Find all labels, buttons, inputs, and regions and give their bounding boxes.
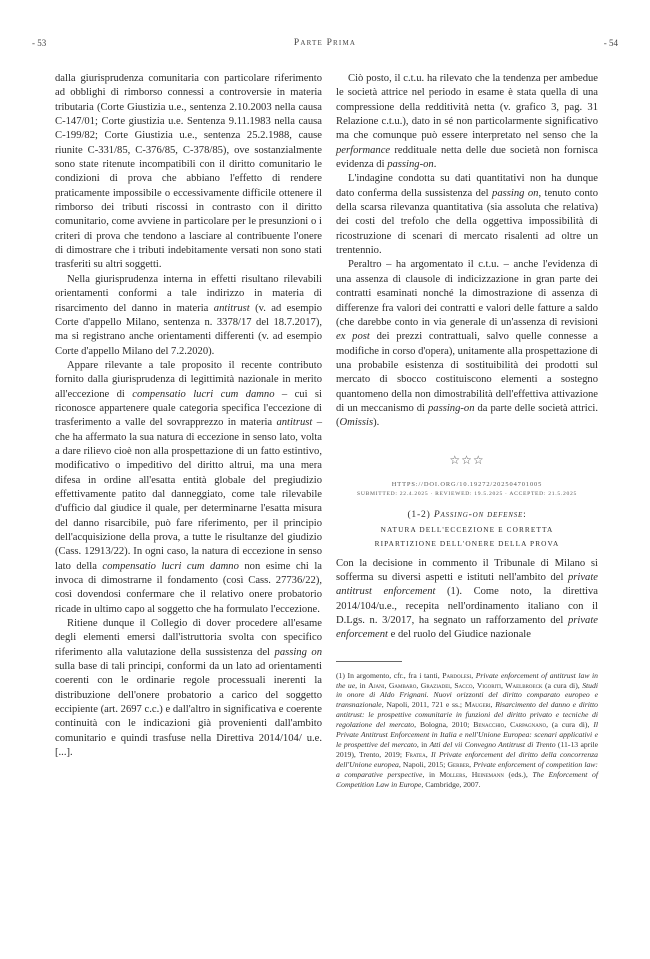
- footnote-1: (1) In argomento, cfr., fra i tanti, Pardolesi, Private enforcement of antitrust law in the ue, in Ajani, Gambaro, Graziadei, Sacco, Vigoriti, Waelbroeck (a cura di), Studi in onore di Aldo Frignani. Nuovi orizzonti del diritto comparato europeo e transnazionale, Napoli, 2011, 721 e ss.; Maugeri, Risarcimento del danno e diritto antitrust: le prospettive comunitarie in funzioni del diritto privato e tecniche di regolazione del mercato, Bologna, 2010; Benacchio, Carpagnano, (a cura di), Il Private Antitrust Enforcement in Italia e nell'Unione Europea: scenari applicativi e le prospettive del mercato, in Atti del vii Convegno Antitrust di Trento (11-13 aprile 2019), Trento, 2019; Fratea, Il Private enforcement del diritto della concorrenza dell'Unione europea, Napoli, 2015; Gerber, Private enforcement of competition law: a comparative perspective, in Mollers, Heinemann (eds.), The Enforcement of Competition Law in Europe, Cambridge, 2007.: [336, 670, 599, 789]
- left-paragraph-3: Appare rilevante a tale proposito il recente contributo fornito dalla giurisprudenza di legittimità nazionale in merito all'eccezione di compensatio lucri cum damno – cui si riconosce appartenere quale categoria specifica l'eccezione di trasferimento a valle del sovrapprezzo in materia antitrust – che ha affermato la sua natura di eccezione in senso lato, volta a dare rilievo cioè non alla prospettazione di un fatto estintivo, modificativo o impeditivo del diritto altrui, ma una mera difesa in ordine all'esatta entità globale del pregiudizio effettivamente patito dal danneggiato, come tale rilevabile d'ufficio dal giudice il quale, per determinarne l'esatta misura del danno risarcibile, può fare riferimento, per il principio dell'acquisizione della prova, a tutte le risultanze del giudizio (Cass. 12913/22). In ogni caso, la natura di eccezione in senso lato della compensatio lucri cum damno non esime chi la invoca di dimostrarne il fondamento (così Cass. 27736/22), così dovendosi confermare che il relativo onere probatorio ricade in ultimo capo al soggetto che ha formulato l'eccezione.: [55, 359, 322, 615]
- section-subtitle-line-1: NATURA DELL'ECCEZIONE E CORRETTA: [380, 524, 554, 534]
- section-subtitle: [336, 523, 598, 551]
- section-subtitle-line-2: RIPARTIZIONE DELL'ONERE DELLA PROVA: [374, 538, 560, 548]
- doi-link[interactable]: HTTPS://DOI.ORG/10.19272/202504701005: [391, 480, 543, 488]
- left-column: [55, 72, 322, 761]
- section-ornament-stars: ☆☆☆: [449, 452, 485, 467]
- right-paragraph-1: Ciò posto, il c.t.u. ha rilevato che la tendenza per ambedue le società attrice nel periodo in esame è stata quella di una compressione della redditività netta (v. grafico 3, pag. 31 Relazione c.t.u.), dato in sé non particolarmente significativo ma che comunque può essere interpretato nel senso che la performance reddituale netta delle due società non fornisca evidenza di passing-on.: [336, 73, 598, 171]
- running-header: [32, 38, 618, 52]
- footnote-separator: [336, 661, 402, 662]
- left-paragraph-2: Nella giurisprudenza interna in effetti risultano rilevabili orientamenti conformi a tale indirizzo in materia di risarcimento del danno in materia antitrust (v. ad esempio Corte d'appello Milano, sentenza n. 3378/17 del 18.7.2017), ma si registrano anche orientamenti differenti (v. ad esempio Corte d'appello Milano del 7.2.2020).: [55, 273, 322, 357]
- left-paragraph-4: Ritiene dunque il Collegio di dover procedere all'esame degli elementi emersi dall'istruttoria svolta con specifico riferimento alla valutazione della sussistenza del passing on sulla base di tali principi, conformi da un lato ad orientamenti coerenti con le ordinarie regole processuali inerenti la distribuzione dell'onere probatorio a carico del soggetto eccipiente (art. 2697 c.c.) e dall'altro in significativa e coerente continuità con le indicazioni già provenienti dall'ambito comunitario e quindi trasfuse nella Direttiva 2014/104/ u.e. [...].: [55, 618, 323, 759]
- right-paragraph-4: Con la decisione in commento il Tribunale di Milano si sofferma su diversi aspetti e istituti nell'ambito del private antitrust enforcement (1). Come noto, la direttiva 2014/104/u.e., recepita nell'ordinamento italiano con il D.Lgs. n. 3/2017, ha segnato un rafforzamento del private enforcement e del ruolo del Giudice nazionale: [336, 557, 598, 641]
- section-title: (1-2) Passing-on defense:: [407, 508, 527, 520]
- right-column: [336, 72, 598, 790]
- right-paragraph-3: Peraltro – ha argomentato il c.t.u. – anche l'evidenza di una assenza di clausole di indicizzazione in gran parte dei contratti esaminati nonché la dimostrazione di assenza di differenze fra valori dei contratti e valori delle fatture a saldo (che darebbe conto in via generale di un'assenza di revisioni ex post dei prezzi contrattuali, salvo quelle connesse a modifiche in corso d'opera), unitamente alla prospettazione di una probabile esistenza di sostituibilità dei prodotti sul mercato di sbocco costituiscono elementi a sostegno quantomeno della non dimostrabilità dell'effettiva attivazione di un meccanismo di passing-on da parte delle società attrici. (Omissis).: [336, 259, 599, 429]
- right-page-number: - 54: [603, 38, 618, 48]
- right-paragraph-2: L'indagine condotta su dati quantitativi non ha dunque dato conferma della sussistenza del passing on, tenuto conto della scarsa rilevanza quantitativa (sia assoluta che relativa) dei costi del trefolo che della oggettiva impossibilità di ricostruzione di scenari di mercato risalenti ad oltre un trentennio.: [336, 173, 598, 257]
- left-paragraph-1: dalla giurisprudenza comunitaria con particolare riferimento ad obblighi di rimborso connessi a controversie in materia tributaria (Corte Giustizia u.e., sentenza 2.10.2003 nella causa C-147/01; Corte giustizia u.e. Sentenza 9.11.1983 nella causa C-199/82; Corte Giustizia u.e., sentenza 25.2.1988, cause riunite C-331/85, C-376/85, C-378/85), ove sostanzialmente sono state ritenute incompatibili con il diritto comunitario le condizioni di prova che abbiano l'effetto di rendere praticamente impossibile o eccessivamente difficile ottenere il rimborso dei tributi riscossi in contrasto con il diritto comunitario, come avviene in particolare per le presunzioni o i criteri di prova che tendono a lasciare al contribuente l'onere di dimostrare che i tributi indebitamente versati non sono stati trasferiti su altri soggetti.: [55, 73, 322, 271]
- submission-dates: SUBMITTED: 22.4.2025 · REVIEWED: 19.5.2025 · ACCEPTED: 21.5.2025: [357, 490, 577, 497]
- running-title: Parte Prima: [293, 38, 357, 48]
- left-page-number: - 53: [32, 38, 47, 48]
